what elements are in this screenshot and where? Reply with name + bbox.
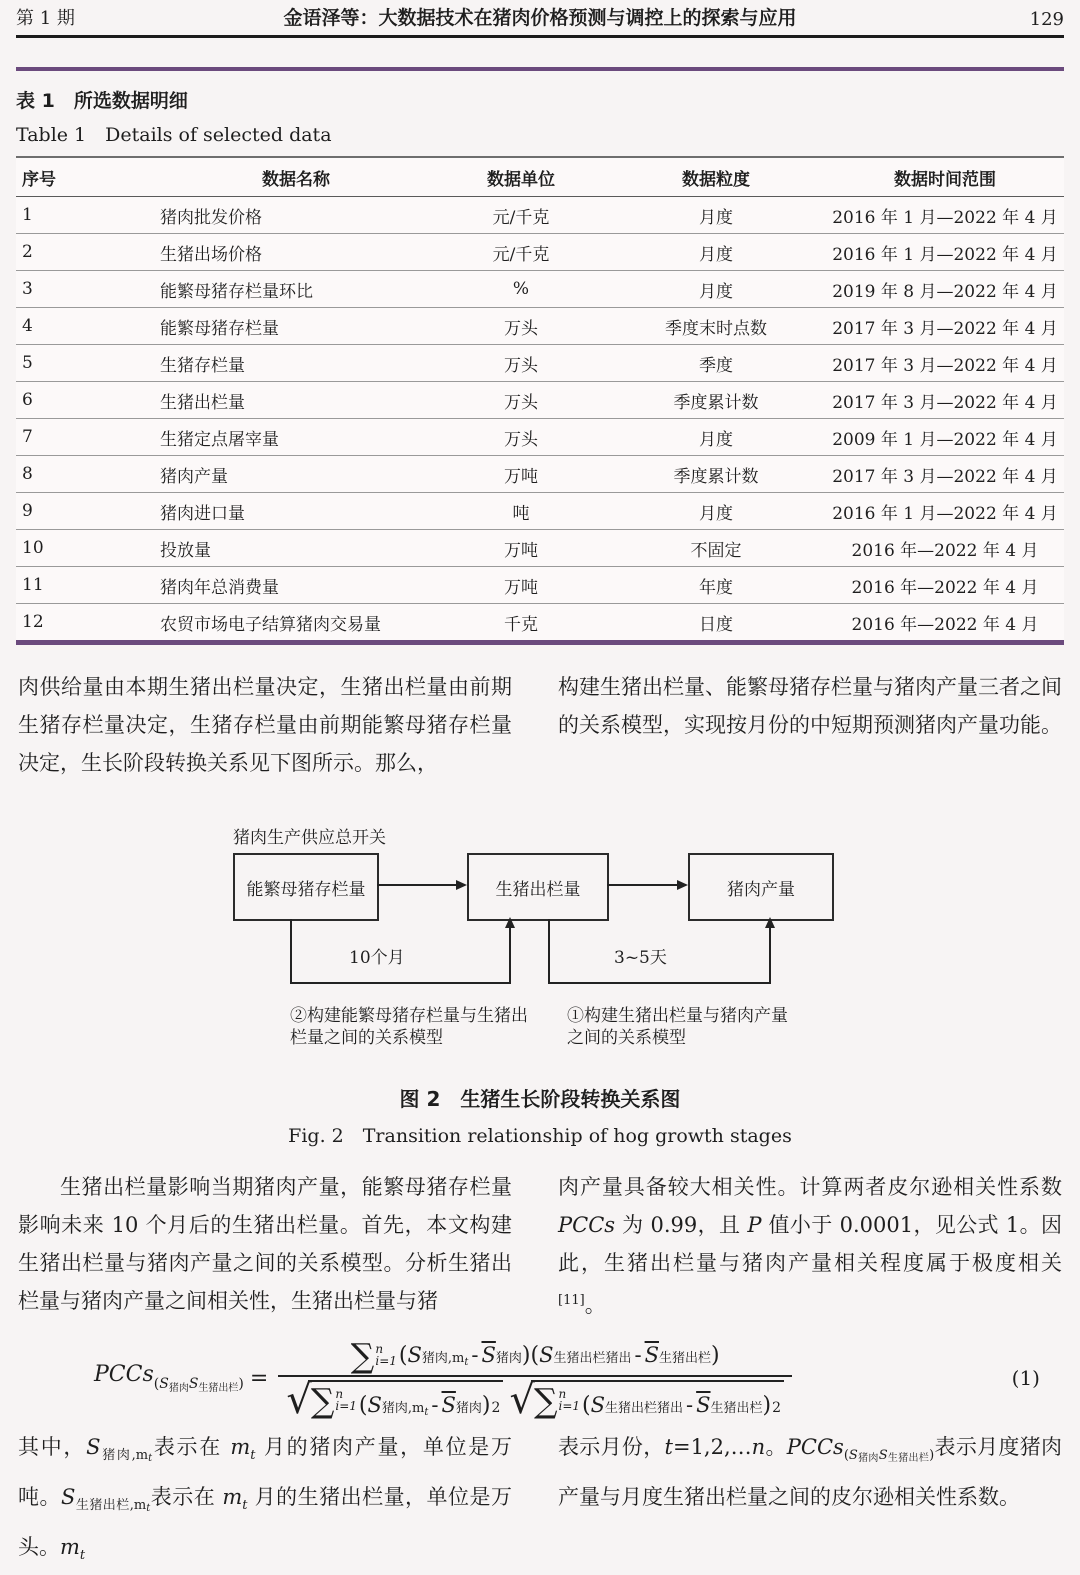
table-cell: 农贸市场电子结算猪肉交易量 (156, 604, 436, 643)
citation-ref: [11] (558, 1293, 585, 1308)
diagram-switch-label: 猪肉生产供应总开关 (233, 828, 386, 848)
equals-sign: = (249, 1365, 269, 1391)
table-cell: 2016 年—2022 年 4 月 (826, 530, 1064, 567)
feedback1-up-arrow (509, 919, 511, 984)
arrow-box2-to-box3 (607, 884, 686, 886)
box-label: 猪肉产量 (727, 879, 795, 900)
table-cell: 季度累计数 (606, 456, 826, 493)
feedback1-down-line (290, 919, 292, 984)
equation-1 (16, 1332, 1064, 1424)
table-cell: 万头 (436, 345, 606, 382)
pccs-symbol: PCCs (558, 1213, 616, 1237)
paragraph-notation-left: 其中，$S_{猪肉,mt}$表示在 $m_t$ 月的猪肉产量，单位是万吨。$S_{生猪出栏,mt}$表示在 $m_t$ 月的生猪出栏量，单位是万头。$m_t$ (18, 1435, 512, 1563)
table-cell: 猪肉进口量 (156, 493, 436, 530)
table-cell: 季度累计数 (606, 382, 826, 419)
table-cell: 2016 年—2022 年 4 月 (826, 604, 1064, 643)
table-cell: 元/千克 (492, 207, 550, 228)
table-cell: 万头 (436, 308, 606, 345)
numerator (341, 1335, 730, 1375)
table-cell: 2016 年 1 月—2022 年 4 月 (832, 207, 1058, 228)
sum-operator: ∑ n i=1 (350, 1335, 397, 1375)
table-cell: 元/千克 (436, 234, 606, 271)
header-rule (16, 35, 1064, 38)
table-cell: 2016 年 1 月—2022 年 4 月 (826, 234, 1064, 271)
pccs-subscript: $(S_{猪肉}S_{生猪出栏})$ (153, 1376, 244, 1394)
arrowhead-right-icon (456, 880, 467, 890)
text-run: 值小于 0.0001，见公式 1。因此，生猪出栏量与猪肉产量相关程度属于极度相关 (558, 1213, 1062, 1275)
table-cell: 生猪存栏量 (156, 345, 436, 382)
table-row (16, 604, 1064, 643)
s-hog-symbol: S (60, 1485, 76, 1509)
table-row (16, 382, 1064, 419)
table-cell: 生猪出栏量 (156, 382, 436, 419)
sigma-icon: ∑ (310, 1380, 335, 1420)
data-table (16, 156, 1064, 645)
table-cell: 月度 (606, 234, 826, 271)
table-cell: 2016 年—2022 年 4 月 (826, 567, 1064, 604)
feedback2-label: 3~5天 (614, 948, 667, 968)
table-cell: 生猪出场价格 (156, 234, 436, 271)
diagram-note-1: ①构建生猪出栏量与猪肉产量 之间的关系模型 (567, 1006, 788, 1048)
table-row (16, 567, 1064, 604)
column-header: 数据粒度 (606, 157, 826, 197)
term-pork: ( S 猪肉$,m_t$ - $\overline{S}$ 猪肉 ) (398, 1342, 531, 1368)
sigma-icon: ∑ (533, 1380, 558, 1420)
table-cell: 2017 年 3 月—2022 年 4 月 (826, 382, 1064, 419)
table-row (16, 197, 1064, 234)
table-cell: 1 (22, 205, 33, 225)
table-cell: 2019 年 8 月—2022 年 4 月 (826, 271, 1064, 308)
table-header-row (16, 157, 1064, 197)
diagram-box-pork-production (688, 853, 834, 921)
text-run: 为 0.99，且 (615, 1213, 748, 1237)
p-value-symbol: P (747, 1213, 762, 1237)
table-cell: 2017 年 3 月—2022 年 4 月 (826, 456, 1064, 493)
table-cell: 万吨 (436, 456, 606, 493)
table-cell: 月度 (606, 271, 826, 308)
table-cell: 万吨 (436, 567, 606, 604)
text-columns-1 (16, 668, 1064, 782)
table-cell: 千克 (436, 604, 606, 643)
table-cell: 2017 年 3 月—2022 年 4 月 (826, 345, 1064, 382)
table-cell: 万头 (436, 419, 606, 456)
table-cell: 吨 (436, 493, 606, 530)
pccs-symbol: PCCs (94, 1362, 154, 1387)
diagram-note-2: ②构建能繁母猪存栏量与生猪出 栏量之间的关系模型 (290, 1006, 528, 1048)
table-cell: 9 (16, 493, 156, 530)
table-row (16, 271, 1064, 308)
feedback2-horizontal-line (548, 982, 771, 984)
column-header: 数据时间范围 (826, 157, 1064, 197)
arrowhead-up-icon (765, 917, 775, 928)
table-cell: 7 (16, 419, 156, 456)
column-header: 序号 (16, 157, 156, 197)
table-cell: 日度 (606, 604, 826, 643)
table-cell: 6 (16, 382, 156, 419)
table-cell: 能繁母猪存栏量环比 (156, 271, 436, 308)
table-cell: 能繁母猪存栏量 (156, 308, 436, 345)
table-cell: 不固定 (606, 530, 826, 567)
table-cell: 5 (16, 345, 156, 382)
table-cell: % (436, 271, 606, 308)
table-row (16, 308, 1064, 345)
paragraph-correlation-left: 生猪出栏量影响当期猪肉产量，能繁母猪存栏量影响未来 10 个月后的生猪出栏量。首先，本文构建生猪出栏量与猪肉产量之间的关系模型。分析生猪出栏量与猪肉产量之间相关性，生猪出栏量与猪 (18, 1175, 512, 1313)
table-cell: 月度 (699, 207, 733, 228)
arrowhead-right-icon (677, 880, 688, 890)
table-cell: 季度末时点数 (606, 308, 826, 345)
table-cell: 猪肉批发价格 (160, 207, 262, 228)
equation-lhs (94, 1362, 244, 1394)
diagram-box-sow-inventory (233, 853, 379, 921)
table-cell: 猪肉产量 (156, 456, 436, 493)
radical-icon: √ (509, 1377, 535, 1424)
table-cell: 8 (16, 456, 156, 493)
figure-2-diagram (16, 821, 1064, 1071)
table-cell: 2017 年 3 月—2022 年 4 月 (826, 308, 1064, 345)
figure-caption-en: Fig. 2 Transition relationship of hog growth stages (288, 1125, 792, 1147)
table-row (16, 456, 1064, 493)
table-cell: 年度 (606, 567, 826, 604)
sigma-icon: ∑ (350, 1335, 375, 1375)
paragraph-supply-chain: 肉供给量由本期生猪出栏量决定，生猪出栏量由前期生猪存栏量决定，生猪存栏量由前期能繁母猪存栏量决定，生长阶段转换关系见下图所示。那么， (18, 675, 512, 775)
issue-number: 第 1 期 (16, 8, 75, 29)
table-body (16, 197, 1064, 643)
table-row (16, 345, 1064, 382)
sqrt-right: √ ∑ n i=1 ( S 生猪出栏猪出 - $\overline{S}$ 生猪出栏 ) 2 (509, 1380, 784, 1418)
box-label: 能繁母猪存栏量 (246, 879, 366, 900)
table-cell: 12 (16, 604, 156, 643)
radical-icon: √ (286, 1377, 312, 1424)
text-run: 肉产量具备较大相关性。计算两者皮尔逊相关性系数 (558, 1175, 1062, 1199)
diagram-box-hog-output (467, 853, 609, 921)
running-header (16, 6, 1064, 30)
feedback1-label: 10个月 (349, 948, 405, 968)
page-number: 129 (1029, 9, 1064, 30)
paragraph-notation-right: 表示月份，t=1,2,…n。PCCs$_{(S猪肉S生猪出栏)}$表示月度猪肉产量与月度生猪出栏量之间的皮尔逊相关性系数。 (558, 1435, 1063, 1509)
arrow-box1-to-box2 (377, 884, 465, 886)
table-cell: 3 (16, 271, 156, 308)
table-row (16, 530, 1064, 567)
section-rule (16, 67, 1064, 71)
table-cell: 月度 (606, 493, 826, 530)
table-cell: 猪肉年总消费量 (156, 567, 436, 604)
text-columns-2 (16, 1168, 1064, 1324)
table-row (16, 493, 1064, 530)
feedback2-down-line (548, 919, 550, 984)
table-cell: 月度 (606, 419, 826, 456)
table-header (16, 157, 1064, 197)
table-cell: 4 (16, 308, 156, 345)
table-caption-zh: 表 1 所选数据明细 (16, 90, 188, 112)
table-caption-en: Table 1 Details of selected data (16, 124, 332, 146)
table-cell: 万头 (436, 382, 606, 419)
text-columns-3 (16, 1428, 1064, 1575)
feedback1-horizontal-line (290, 982, 511, 984)
paragraph-model-goal: 构建生猪出栏量、能繁母猪存栏量与猪肉产量三者之间的关系模型，实现按月份的中短期预测猪肉产量功能。 (558, 675, 1062, 737)
box-label: 生猪出栏量 (495, 879, 581, 900)
column-header: 数据单位 (436, 157, 606, 197)
arrowhead-up-icon (505, 917, 515, 928)
paragraph-correlation-right (558, 1168, 1062, 1324)
table-row (16, 419, 1064, 456)
column-header: 数据名称 (156, 157, 436, 197)
figure-caption-zh: 图 2 生猪生长阶段转换关系图 (399, 1087, 681, 1111)
feedback2-up-arrow (769, 919, 771, 984)
sqrt-left: √ ∑ n i=1 ( S 猪肉$,m_t$ - $\overline{S}$ 猪肉 ) 2 (286, 1380, 503, 1418)
table-cell: 2 (16, 234, 156, 271)
table-row (16, 234, 1064, 271)
table-cell: 万吨 (436, 530, 606, 567)
denominator (278, 1375, 792, 1424)
pccs-symbol: PCCs (786, 1435, 844, 1459)
text-run: 。 (584, 1293, 606, 1317)
table-cell: 生猪定点屠宰量 (156, 419, 436, 456)
table-cell: 季度 (606, 345, 826, 382)
fraction (278, 1335, 792, 1424)
term-hog: ( S 生猪出栏猪出 - $\overline{S}$ 生猪出栏 ) (530, 1342, 720, 1368)
table-cell: 11 (16, 567, 156, 604)
table-cell: 投放量 (156, 530, 436, 567)
table-cell: 2016 年 1 月—2022 年 4 月 (826, 493, 1064, 530)
equation-number: (1) (1011, 1366, 1040, 1390)
s-pork-symbol: S (86, 1435, 101, 1459)
table-cell: 2009 年 1 月—2022 年 4 月 (826, 419, 1064, 456)
table-cell: 10 (16, 530, 156, 567)
running-title: 金语泽等：大数据技术在猪肉价格预测与调控上的探索与应用 (283, 7, 797, 29)
